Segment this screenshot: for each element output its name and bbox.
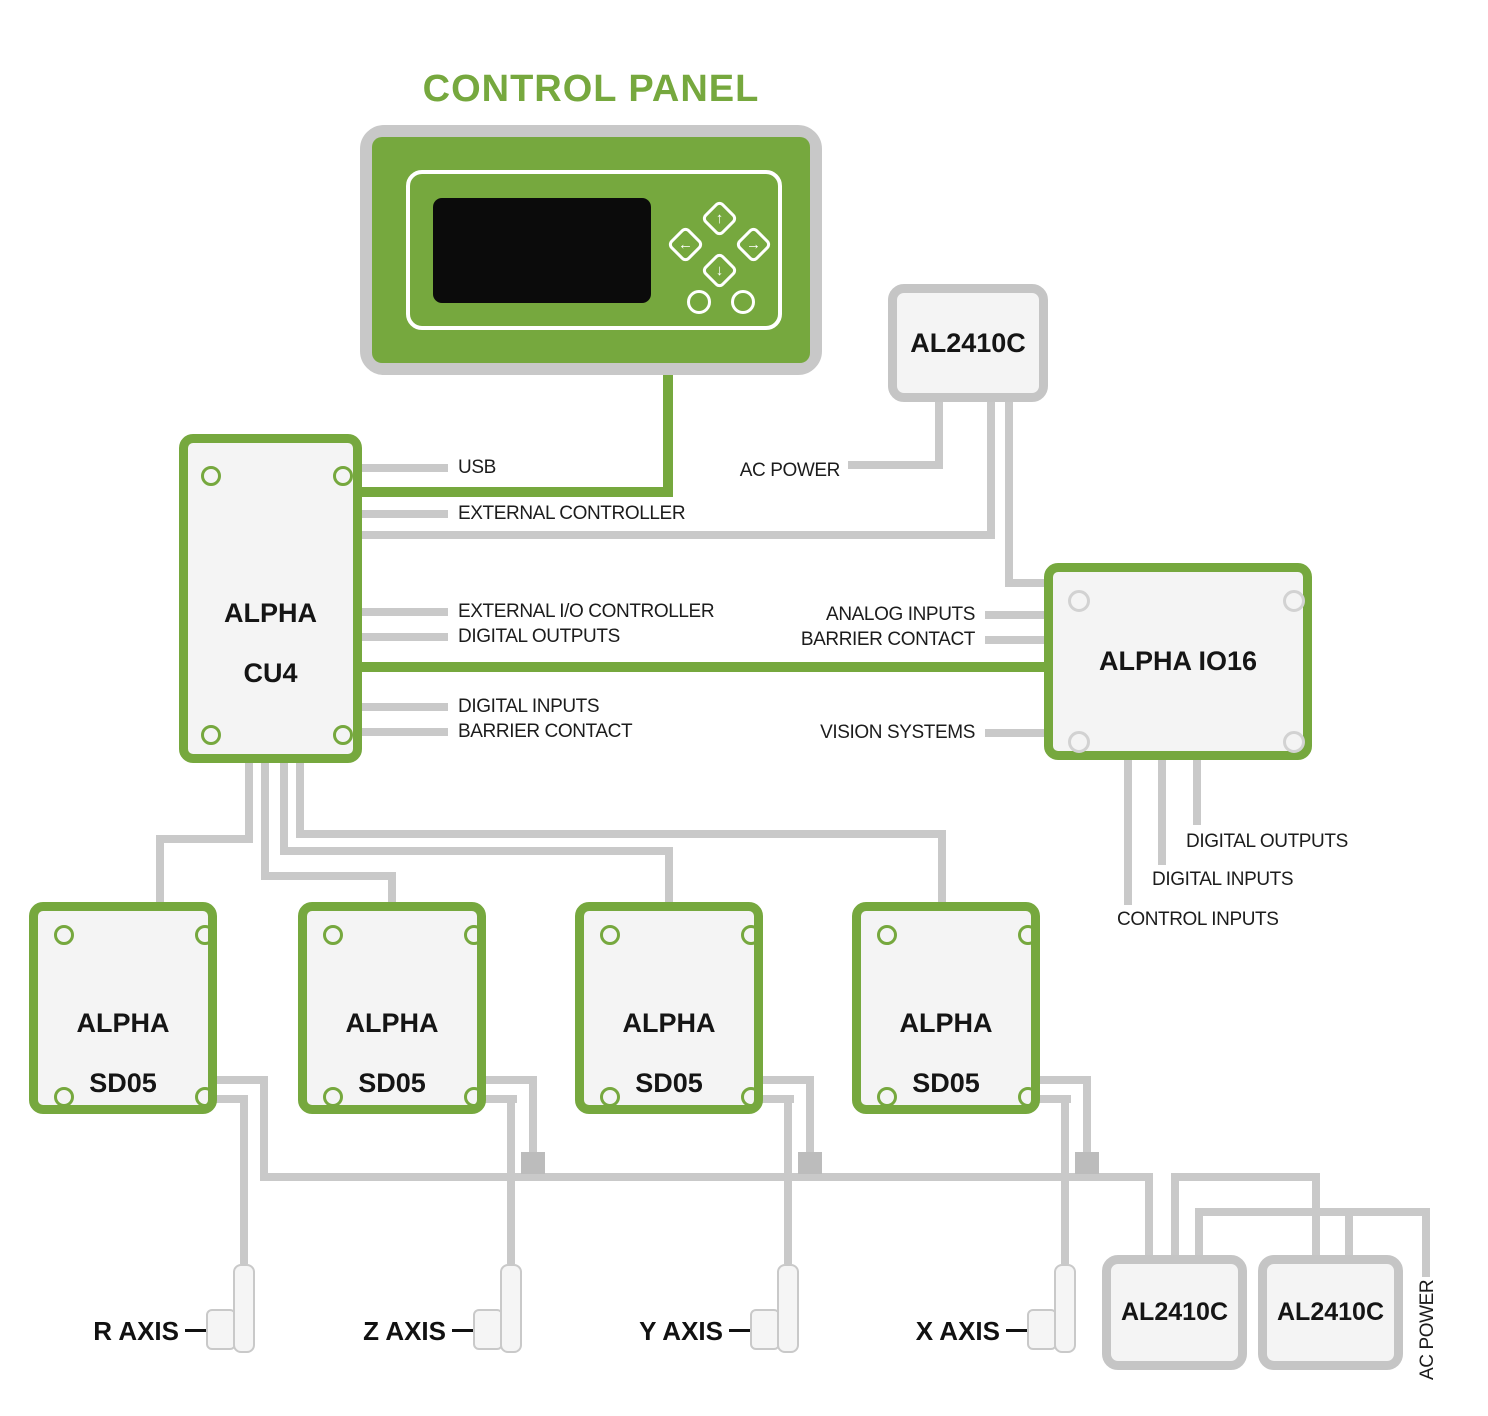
mounting-hole xyxy=(333,466,353,486)
label-z-axis: Z AXIS xyxy=(363,1316,446,1346)
label-dash xyxy=(452,1329,473,1332)
label-barrier-contact-io16: BARRIER CONTACT xyxy=(800,629,975,650)
device-label-line2: SD05 xyxy=(912,1068,980,1098)
control-panel-wire xyxy=(360,487,673,497)
label-dash xyxy=(729,1329,750,1332)
wire xyxy=(985,729,1052,737)
label-digital-outputs-cu4: DIGITAL OUTPUTS xyxy=(458,626,620,647)
device-label xyxy=(29,978,217,1098)
control-panel-screen xyxy=(433,198,651,303)
mounting-hole xyxy=(1283,731,1305,753)
wire xyxy=(1312,1178,1320,1257)
device-label-line1: ALPHA xyxy=(76,1008,170,1038)
device-label xyxy=(179,568,362,688)
label-dash xyxy=(185,1329,206,1332)
wire xyxy=(261,872,396,880)
device-label-line2: SD05 xyxy=(635,1068,703,1098)
label-r-axis: R AXIS xyxy=(93,1316,179,1346)
device-label: AL2410C xyxy=(910,328,1026,358)
device-label: AL2410C xyxy=(1121,1298,1228,1326)
bus-junction xyxy=(521,1152,545,1174)
bus-wire xyxy=(260,1173,1153,1181)
motor-x-axis xyxy=(1054,1264,1076,1353)
device-label-line2: SD05 xyxy=(358,1068,426,1098)
mounting-hole xyxy=(1018,925,1038,945)
label-dash xyxy=(1006,1329,1027,1332)
wire xyxy=(362,728,448,736)
label-external-controller: EXTERNAL CONTROLLER xyxy=(458,503,686,524)
wire xyxy=(260,1076,268,1181)
label-digital-inputs-cu4: DIGITAL INPUTS xyxy=(458,696,600,717)
label-external-io-controller: EXTERNAL I/O CONTROLLER xyxy=(458,601,715,622)
device-label: ALPHA IO16 xyxy=(1098,646,1258,676)
label-analog-inputs: ANALOG INPUTS xyxy=(826,604,975,625)
wire xyxy=(985,636,1052,644)
wire xyxy=(1195,1208,1430,1216)
wire xyxy=(1158,755,1166,865)
label-control-inputs: CONTROL INPUTS xyxy=(1117,909,1279,930)
control-panel-wire xyxy=(663,370,673,497)
motor-gearbox xyxy=(206,1309,236,1350)
wire xyxy=(665,847,673,907)
label-vision-systems: VISION SYSTEMS xyxy=(820,722,975,743)
panel-button xyxy=(687,290,711,314)
wire xyxy=(362,464,448,472)
wire xyxy=(1171,1173,1320,1181)
label-ac-power-bottom: AC POWER xyxy=(1417,1279,1438,1380)
label-barrier-contact-cu4: BARRIER CONTACT xyxy=(458,721,633,742)
mounting-hole xyxy=(333,725,353,745)
device-label-line2: CU4 xyxy=(243,658,298,688)
label-digital-inputs-io16: DIGITAL INPUTS xyxy=(1152,869,1294,890)
wire xyxy=(156,835,253,843)
page-title: CONTROL PANEL xyxy=(422,68,760,110)
motor-gearbox xyxy=(473,1309,503,1350)
device-label-line1: ALPHA xyxy=(622,1008,716,1038)
device-label-line1: ALPHA xyxy=(224,598,317,628)
wire xyxy=(1195,1213,1203,1257)
wire xyxy=(296,755,304,838)
wire xyxy=(245,755,253,843)
device-label xyxy=(298,978,486,1098)
mounting-hole xyxy=(1283,590,1305,612)
bus-junction xyxy=(798,1152,822,1174)
wire xyxy=(261,755,269,880)
motor-gearbox xyxy=(750,1309,780,1350)
device-label-line2: SD05 xyxy=(89,1068,157,1098)
mounting-hole xyxy=(54,925,74,945)
wire xyxy=(1124,755,1132,905)
motor-z-axis xyxy=(500,1264,522,1353)
label-usb: USB xyxy=(458,457,496,478)
wire xyxy=(848,461,943,469)
wire xyxy=(987,398,995,539)
arrow-right-icon: → xyxy=(746,236,761,253)
wire xyxy=(1145,1173,1153,1257)
wire xyxy=(362,608,448,616)
wire xyxy=(296,830,946,838)
wire xyxy=(280,847,673,855)
mounting-hole xyxy=(741,925,761,945)
mounting-hole xyxy=(877,925,897,945)
motor-r-axis xyxy=(233,1264,255,1353)
mounting-hole xyxy=(323,925,343,945)
arrow-left-icon: ← xyxy=(678,236,693,253)
device-label xyxy=(575,978,763,1098)
wire xyxy=(362,703,448,711)
wire xyxy=(985,611,1052,619)
mounting-hole xyxy=(1068,731,1090,753)
device-label-line1: ALPHA xyxy=(899,1008,993,1038)
cu4-io16-wire xyxy=(362,662,1052,672)
wire xyxy=(1171,1178,1179,1257)
label-ac-power-top: AC POWER xyxy=(739,460,840,481)
device-label xyxy=(852,978,1040,1098)
wire xyxy=(938,830,946,907)
wire xyxy=(362,633,448,641)
wire xyxy=(156,835,164,907)
mounting-hole xyxy=(464,925,484,945)
device-label: AL2410C xyxy=(1277,1298,1384,1326)
mounting-hole xyxy=(201,466,221,486)
mounting-hole xyxy=(600,925,620,945)
panel-button xyxy=(731,290,755,314)
wire xyxy=(280,755,288,855)
wire xyxy=(1193,755,1201,825)
label-y-axis: Y AXIS xyxy=(639,1316,723,1346)
arrow-up-icon: ↑ xyxy=(715,210,724,227)
label-x-axis: X AXIS xyxy=(915,1316,1000,1346)
motor-y-axis xyxy=(777,1264,799,1353)
wire xyxy=(935,398,943,469)
wire xyxy=(362,531,995,539)
wire xyxy=(1422,1208,1430,1277)
bus-junction xyxy=(1075,1152,1099,1174)
wire xyxy=(1005,398,1013,587)
motor-gearbox xyxy=(1027,1309,1057,1350)
label-digital-outputs-io16: DIGITAL OUTPUTS xyxy=(1186,831,1348,852)
wire xyxy=(240,1095,248,1264)
arrow-down-icon: ↓ xyxy=(715,262,724,279)
wire xyxy=(1345,1213,1353,1257)
device-label-line1: ALPHA xyxy=(345,1008,439,1038)
wire xyxy=(362,510,448,518)
mounting-hole xyxy=(201,725,221,745)
mounting-hole xyxy=(195,925,215,945)
mounting-hole xyxy=(1068,590,1090,612)
